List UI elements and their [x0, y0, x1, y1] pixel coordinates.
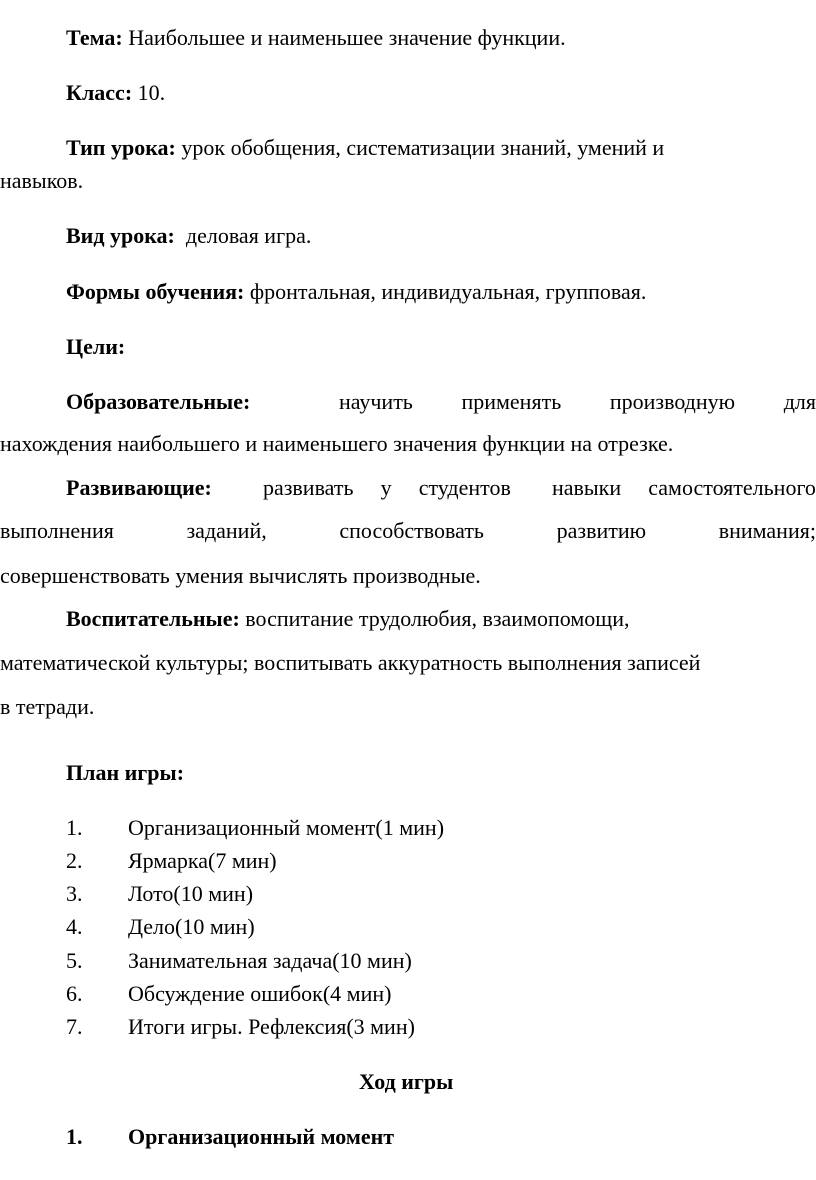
list-item-number: 2.	[66, 848, 83, 873]
list-item-number: 5.	[66, 948, 83, 973]
list-item-text: Дело(10 мин)	[128, 914, 255, 939]
educational-label: Образовательные:	[66, 389, 251, 414]
list-item-number: 7.	[66, 1014, 83, 1039]
upbringing-label: Воспитательные:	[66, 606, 240, 631]
lesson-type-text: урок обобщения, систематизации знаний, умений и	[175, 135, 665, 160]
goals-heading: Цели:	[66, 334, 126, 359]
forms-line	[66, 279, 646, 305]
grade-label: Класс:	[66, 80, 133, 105]
topic-text: Наибольшее и наименьшее значение функции.	[122, 25, 566, 50]
progress-heading: Ход игры	[359, 1069, 454, 1094]
educational-cont: нахождения наибольшего и наименьшего значения функции на отрезке.	[0, 431, 674, 456]
list-item-number: 1.	[66, 815, 83, 840]
plan-heading: План игры:	[66, 760, 185, 785]
section-number: 1.	[66, 1124, 83, 1149]
grade-text: 10.	[132, 80, 166, 105]
list-item-text: Ярмарка(7 мин)	[128, 848, 277, 873]
lesson-type-label: Тип урока:	[66, 135, 176, 160]
upbringing-line-3: в тетради.	[0, 694, 95, 719]
forms-label: Формы обучения:	[66, 279, 245, 304]
lesson-kind-text: деловая игра.	[174, 223, 312, 248]
developing-label: Развивающие:	[66, 475, 212, 500]
list-item-number: 4.	[66, 914, 83, 939]
upbringing-line	[66, 606, 630, 632]
developing-line-3: совершенствовать умения вычислять производные.	[0, 563, 481, 588]
lesson-type-cont: навыков.	[0, 168, 84, 193]
upbringing-text: воспитание трудолюбия, взаимопомощи,	[239, 606, 630, 631]
section-title: Организационный момент	[128, 1124, 395, 1149]
lesson-kind-line	[66, 223, 311, 249]
list-item-text: Занимательная задача(10 мин)	[128, 948, 412, 973]
educational-line: Образовательные: научить применять производную для	[66, 389, 816, 414]
lesson-type-line	[66, 135, 664, 161]
developing-line-2: выполнения заданий, способствовать развитию внимания;	[0, 518, 816, 543]
list-item-number: 6.	[66, 981, 83, 1006]
lesson-kind-label: Вид урока:	[66, 223, 175, 248]
topic-line	[66, 25, 566, 51]
list-item-text: Лото(10 мин)	[128, 881, 254, 906]
upbringing-line-2: математической культуры; воспитывать аккуратность выполнения записей	[0, 650, 701, 675]
developing-line: Развивающие: развивать у студентов навыки самостоятельного	[66, 475, 816, 500]
list-item-text: Организационный момент(1 мин)	[128, 815, 445, 840]
list-item-text: Итоги игры. Рефлексия(3 мин)	[128, 1014, 415, 1039]
forms-text: фронтальная, индивидуальная, групповая.	[244, 279, 647, 304]
list-item-number: 3.	[66, 881, 83, 906]
list-item-text: Обсуждение ошибок(4 мин)	[128, 981, 392, 1006]
grade-line	[66, 80, 165, 106]
topic-label: Тема:	[66, 25, 123, 50]
